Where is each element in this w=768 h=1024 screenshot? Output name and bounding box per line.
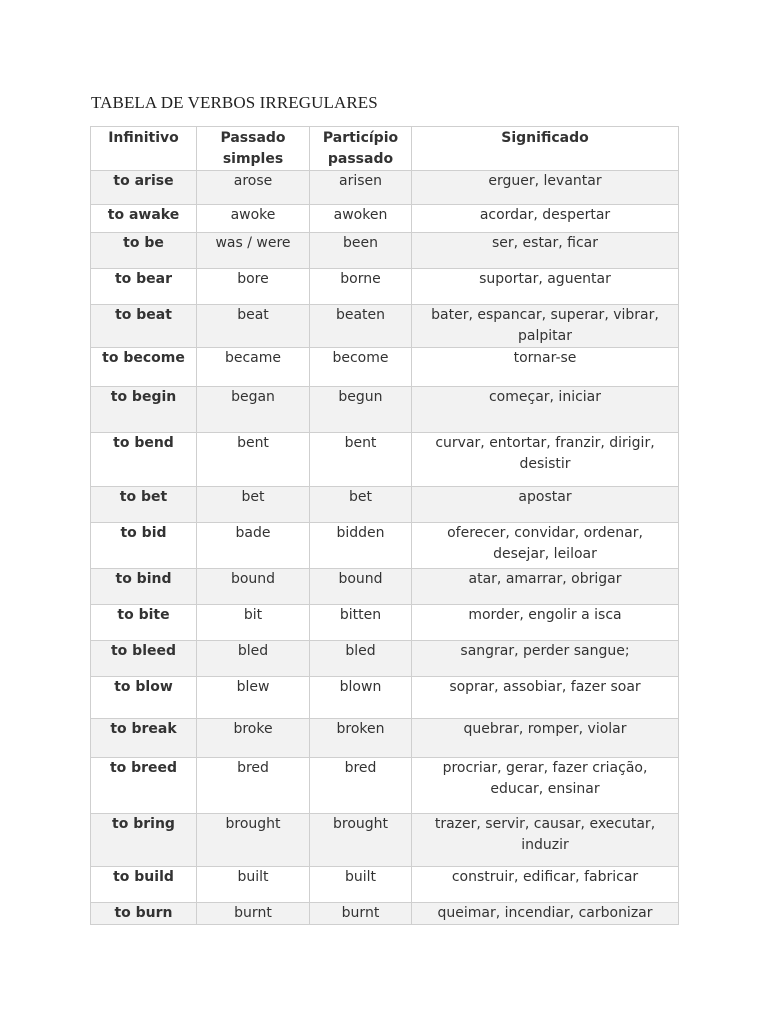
cell-simple-past: began: [197, 387, 310, 433]
table-row: [91, 233, 679, 269]
cell-infinitive: to bite: [91, 605, 197, 641]
table-row: [91, 641, 679, 677]
cell-past-participle: been: [310, 233, 412, 269]
cell-simple-past: beat: [197, 305, 310, 348]
cell-infinitive: to bid: [91, 523, 197, 569]
cell-past-participle: bent: [310, 433, 412, 487]
cell-past-participle: borne: [310, 269, 412, 305]
cell-infinitive: to bring: [91, 814, 197, 867]
table-row: [91, 867, 679, 903]
cell-infinitive: to bet: [91, 487, 197, 523]
cell-past-participle: begun: [310, 387, 412, 433]
table-row: [91, 903, 679, 925]
cell-past-participle: burnt: [310, 903, 412, 925]
cell-infinitive: to bend: [91, 433, 197, 487]
table-header-row: [91, 127, 679, 171]
cell-past-participle: bound: [310, 569, 412, 605]
cell-infinitive: to beat: [91, 305, 197, 348]
page-title: TABELA DE VERBOS IRREGULARES: [91, 93, 378, 112]
cell-simple-past: bade: [197, 523, 310, 569]
column-header-meaning: Significado: [412, 127, 679, 171]
cell-meaning: suportar, aguentar: [412, 269, 679, 305]
cell-meaning: ser, estar, ficar: [412, 233, 679, 269]
cell-simple-past: built: [197, 867, 310, 903]
table-row: [91, 605, 679, 641]
cell-past-participle: bled: [310, 641, 412, 677]
column-header-past-participle: Particípio passado: [310, 127, 412, 171]
cell-past-participle: blown: [310, 677, 412, 719]
cell-simple-past: was / were: [197, 233, 310, 269]
table-row: [91, 269, 679, 305]
cell-infinitive: to arise: [91, 171, 197, 205]
table-row: [91, 719, 679, 758]
cell-meaning: queimar, incendiar, carbonizar: [412, 903, 679, 925]
cell-infinitive: to awake: [91, 205, 197, 233]
table-row: [91, 171, 679, 205]
column-header-infinitive: Infinitivo: [91, 127, 197, 171]
cell-meaning: construir, edificar, fabricar: [412, 867, 679, 903]
column-header-simple-past: Passado simples: [197, 127, 310, 171]
cell-infinitive: to bind: [91, 569, 197, 605]
table-row: [91, 523, 679, 569]
cell-simple-past: broke: [197, 719, 310, 758]
table-row: [91, 205, 679, 233]
cell-meaning: tornar-se: [412, 348, 679, 387]
table-row: [91, 569, 679, 605]
cell-meaning: bater, espancar, superar, vibrar, palpitar: [412, 305, 679, 348]
cell-simple-past: burnt: [197, 903, 310, 925]
cell-simple-past: bred: [197, 758, 310, 814]
cell-infinitive: to be: [91, 233, 197, 269]
cell-past-participle: become: [310, 348, 412, 387]
cell-meaning: apostar: [412, 487, 679, 523]
cell-meaning: trazer, servir, causar, executar, induzir: [412, 814, 679, 867]
cell-meaning: oferecer, convidar, ordenar, desejar, leiloar: [412, 523, 679, 569]
cell-meaning: erguer, levantar: [412, 171, 679, 205]
cell-simple-past: bound: [197, 569, 310, 605]
cell-simple-past: bore: [197, 269, 310, 305]
table-row: [91, 814, 679, 867]
table-row: [91, 305, 679, 348]
cell-simple-past: became: [197, 348, 310, 387]
cell-infinitive: to breed: [91, 758, 197, 814]
cell-infinitive: to build: [91, 867, 197, 903]
cell-past-participle: brought: [310, 814, 412, 867]
cell-meaning: sangrar, perder sangue;: [412, 641, 679, 677]
cell-meaning: soprar, assobiar, fazer soar: [412, 677, 679, 719]
cell-infinitive: to become: [91, 348, 197, 387]
cell-infinitive: to bear: [91, 269, 197, 305]
cell-past-participle: arisen: [310, 171, 412, 205]
cell-simple-past: arose: [197, 171, 310, 205]
cell-infinitive: to burn: [91, 903, 197, 925]
cell-past-participle: beaten: [310, 305, 412, 348]
cell-simple-past: bet: [197, 487, 310, 523]
table-row: [91, 758, 679, 814]
cell-infinitive: to break: [91, 719, 197, 758]
irregular-verbs-table: [90, 126, 679, 925]
cell-past-participle: bidden: [310, 523, 412, 569]
cell-infinitive: to blow: [91, 677, 197, 719]
cell-meaning: curvar, entortar, franzir, dirigir, desistir: [412, 433, 679, 487]
cell-past-participle: bitten: [310, 605, 412, 641]
table-row: [91, 433, 679, 487]
cell-past-participle: bred: [310, 758, 412, 814]
cell-past-participle: bet: [310, 487, 412, 523]
table-row: [91, 387, 679, 433]
cell-simple-past: brought: [197, 814, 310, 867]
cell-meaning: acordar, despertar: [412, 205, 679, 233]
cell-past-participle: built: [310, 867, 412, 903]
cell-meaning: atar, amarrar, obrigar: [412, 569, 679, 605]
cell-simple-past: blew: [197, 677, 310, 719]
cell-infinitive: to bleed: [91, 641, 197, 677]
cell-infinitive: to begin: [91, 387, 197, 433]
cell-simple-past: awoke: [197, 205, 310, 233]
cell-meaning: morder, engolir a isca: [412, 605, 679, 641]
cell-past-participle: awoken: [310, 205, 412, 233]
cell-simple-past: bit: [197, 605, 310, 641]
table-row: [91, 677, 679, 719]
cell-past-participle: broken: [310, 719, 412, 758]
cell-meaning: quebrar, romper, violar: [412, 719, 679, 758]
cell-meaning: começar, iniciar: [412, 387, 679, 433]
cell-simple-past: bled: [197, 641, 310, 677]
table-row: [91, 487, 679, 523]
cell-simple-past: bent: [197, 433, 310, 487]
table-row: [91, 348, 679, 387]
cell-meaning: procriar, gerar, fazer criação, educar, ensinar: [412, 758, 679, 814]
